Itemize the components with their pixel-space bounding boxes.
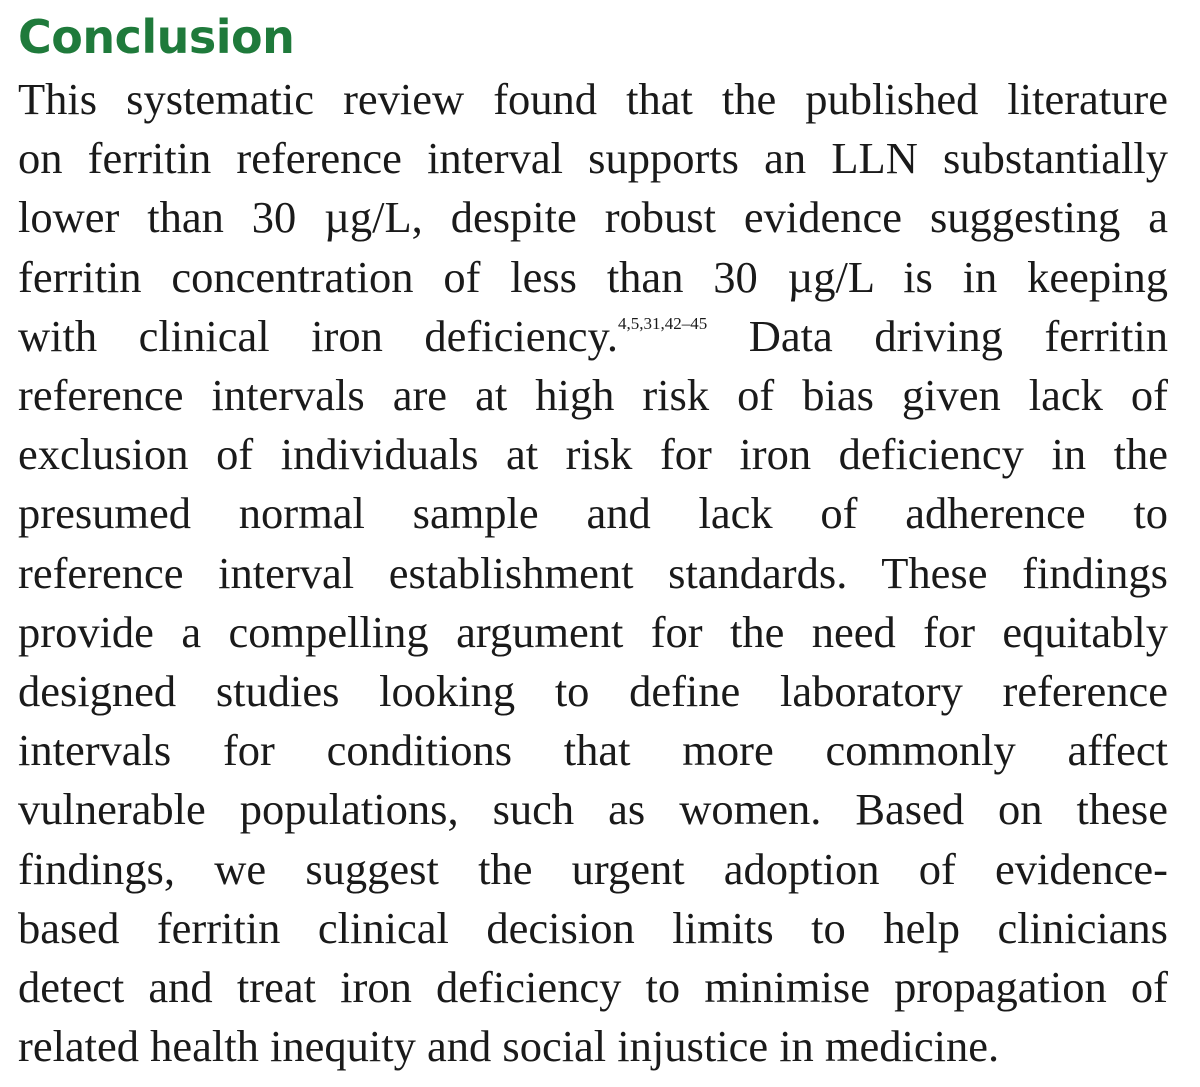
paragraph-line: on ferritin reference interval supports an LLN substantially [18,133,1168,184]
paragraph-line: related health inequity and social injustice in medicine. [18,1021,1000,1072]
paragraph-line: detect and treat iron deficiency to minimise propagation of [18,962,1168,1013]
paragraph-line: lower than 30 µg/L, despite robust evidence suggesting a [18,192,1168,243]
paragraph-line: presumed normal sample and lack of adherence to [18,488,1168,539]
conclusion-section [18,4,1168,1076]
paragraph-line: intervals for conditions that more commonly affect [18,725,1168,776]
paragraph-line: This systematic review found that the published literature [18,74,1168,124]
conclusion-paragraph [18,70,1168,1076]
paragraph-line: reference interval establishment standards. These findings [18,547,1168,598]
paragraph-line-with-citation [18,307,1168,366]
section-heading: Conclusion [18,10,295,64]
paragraph-line: based ferritin clinical decision limits to help clinicians [18,902,1168,953]
paragraph-line: reference intervals are at high risk of bias given lack of [18,370,1168,421]
sentence-end: with clinical iron deficiency. [18,310,618,361]
paragraph-line: vulnerable populations, such as women. Based on these [18,784,1168,835]
sentence-start: Data driving ferritin [748,310,1168,361]
paragraph-line: provide a compelling argument for the need for equitably [18,606,1168,657]
paragraph-line: exclusion of individuals at risk for iron deficiency in the [18,429,1168,480]
paragraph-line: designed studies looking to define laboratory reference [18,666,1168,717]
paragraph-line: ferritin concentration of less than 30 µg/L is in keeping [18,251,1168,302]
citation-superscript: 4,5,31,42–45 [617,313,708,333]
paragraph-line: findings, we suggest the urgent adoption of evidence- [18,843,1168,894]
